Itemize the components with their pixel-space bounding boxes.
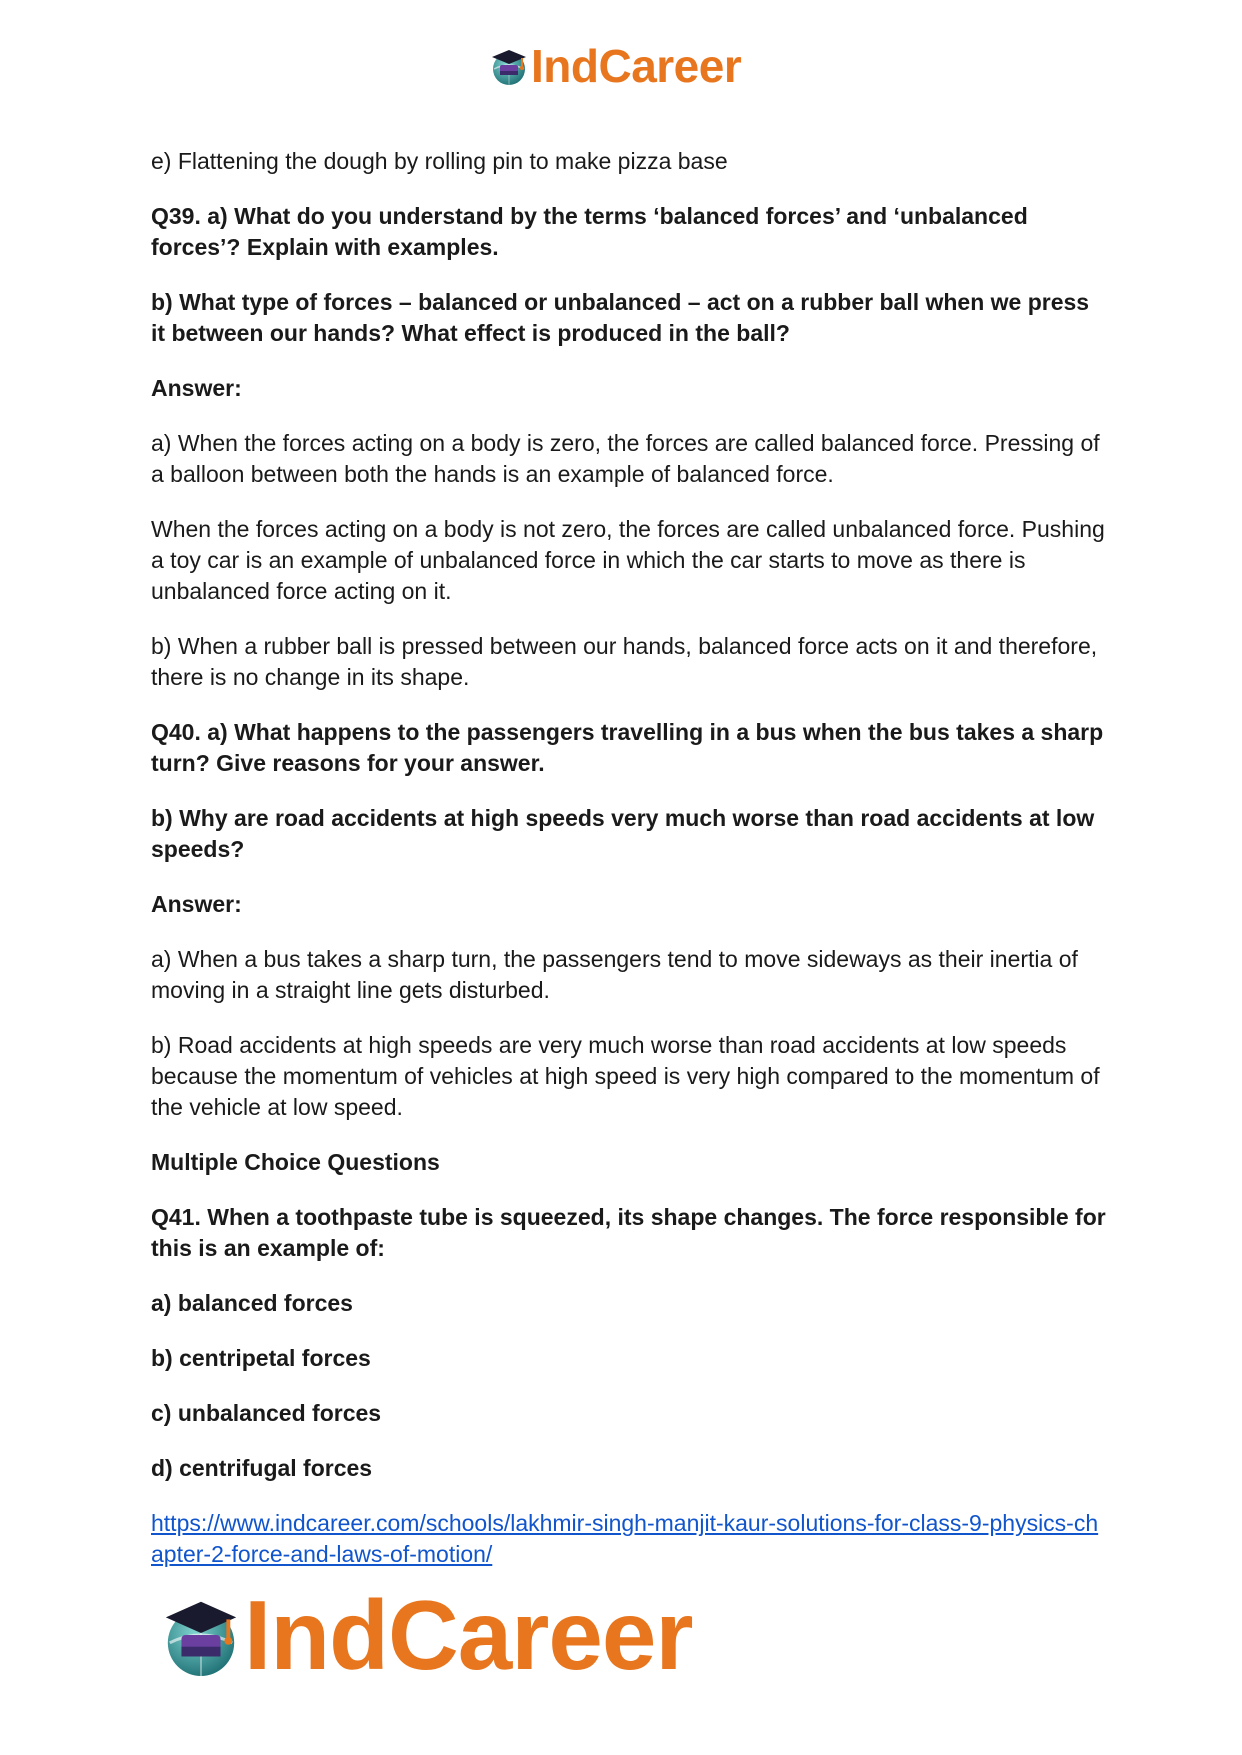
document-body — [151, 146, 1106, 1570]
option-c: c) unbalanced forces — [151, 1400, 382, 1426]
answer-40b: b) Road accidents at high speeds are very much worse than road accidents at low speeds because the momentum of vehicles at high speed is very high compared to the momentum of the vehicle at low speed. — [151, 1032, 1100, 1120]
question-41: Q41. When a toothpaste tube is squeezed, its shape changes. The force responsible for this is an example of: — [151, 1204, 1106, 1261]
brand-name: IndCareer — [244, 1579, 693, 1690]
source-link[interactable]: https://www.indcareer.com/schools/lakhmir-singh-manjit-kaur-solutions-for-class-9-physics-chapter-2-force-and-laws-of-motion/ — [151, 1510, 1099, 1567]
paragraph-0: e) Flattening the dough by rolling pin to make pizza base — [151, 148, 728, 174]
option-d: d) centrifugal forces — [151, 1455, 373, 1481]
answer-heading-39: Answer: — [151, 375, 242, 401]
header-logo — [488, 40, 741, 92]
option-a: a) balanced forces — [151, 1290, 353, 1316]
answer-39b: b) When a rubber ball is pressed between our hands, balanced force acts on it and therefore, there is no change in its shape. — [151, 633, 1098, 690]
option-b: b) centripetal forces — [151, 1345, 371, 1371]
answer-39a-part2: When the forces acting on a body is not zero, the forces are called unbalanced force. Pushing a toy car is an example of unbalanced force in which the car starts to move as there is unbalanced force acting on it. — [151, 516, 1105, 604]
answer-40a: a) When a bus takes a sharp turn, the passengers tend to move sideways as their inertia of moving in a straight line gets disturbed. — [151, 946, 1078, 1003]
footer-logo — [160, 1579, 693, 1690]
graduation-cap-globe-icon — [488, 45, 530, 87]
answer-heading-40: Answer: — [151, 891, 242, 917]
graduation-cap-globe-icon — [160, 1592, 242, 1678]
question-39a: Q39. a) What do you understand by the terms ‘balanced forces’ and ‘unbalanced forces’? Explain with examples. — [151, 203, 1028, 260]
answer-39a-part1: a) When the forces acting on a body is zero, the forces are called balanced force. Pressing of a balloon between both the hands is an example of balanced force. — [151, 430, 1100, 487]
question-39b: b) What type of forces – balanced or unbalanced – act on a rubber ball when we press it between our hands? What effect is produced in the ball? — [151, 289, 1090, 346]
question-40b: b) Why are road accidents at high speeds very much worse than road accidents at low speeds? — [151, 805, 1095, 862]
brand-name: IndCareer — [531, 40, 742, 92]
section-heading-mcq: Multiple Choice Questions — [151, 1149, 440, 1175]
question-40a: Q40. a) What happens to the passengers travelling in a bus when the bus takes a sharp turn? Give reasons for your answer. — [151, 719, 1104, 776]
